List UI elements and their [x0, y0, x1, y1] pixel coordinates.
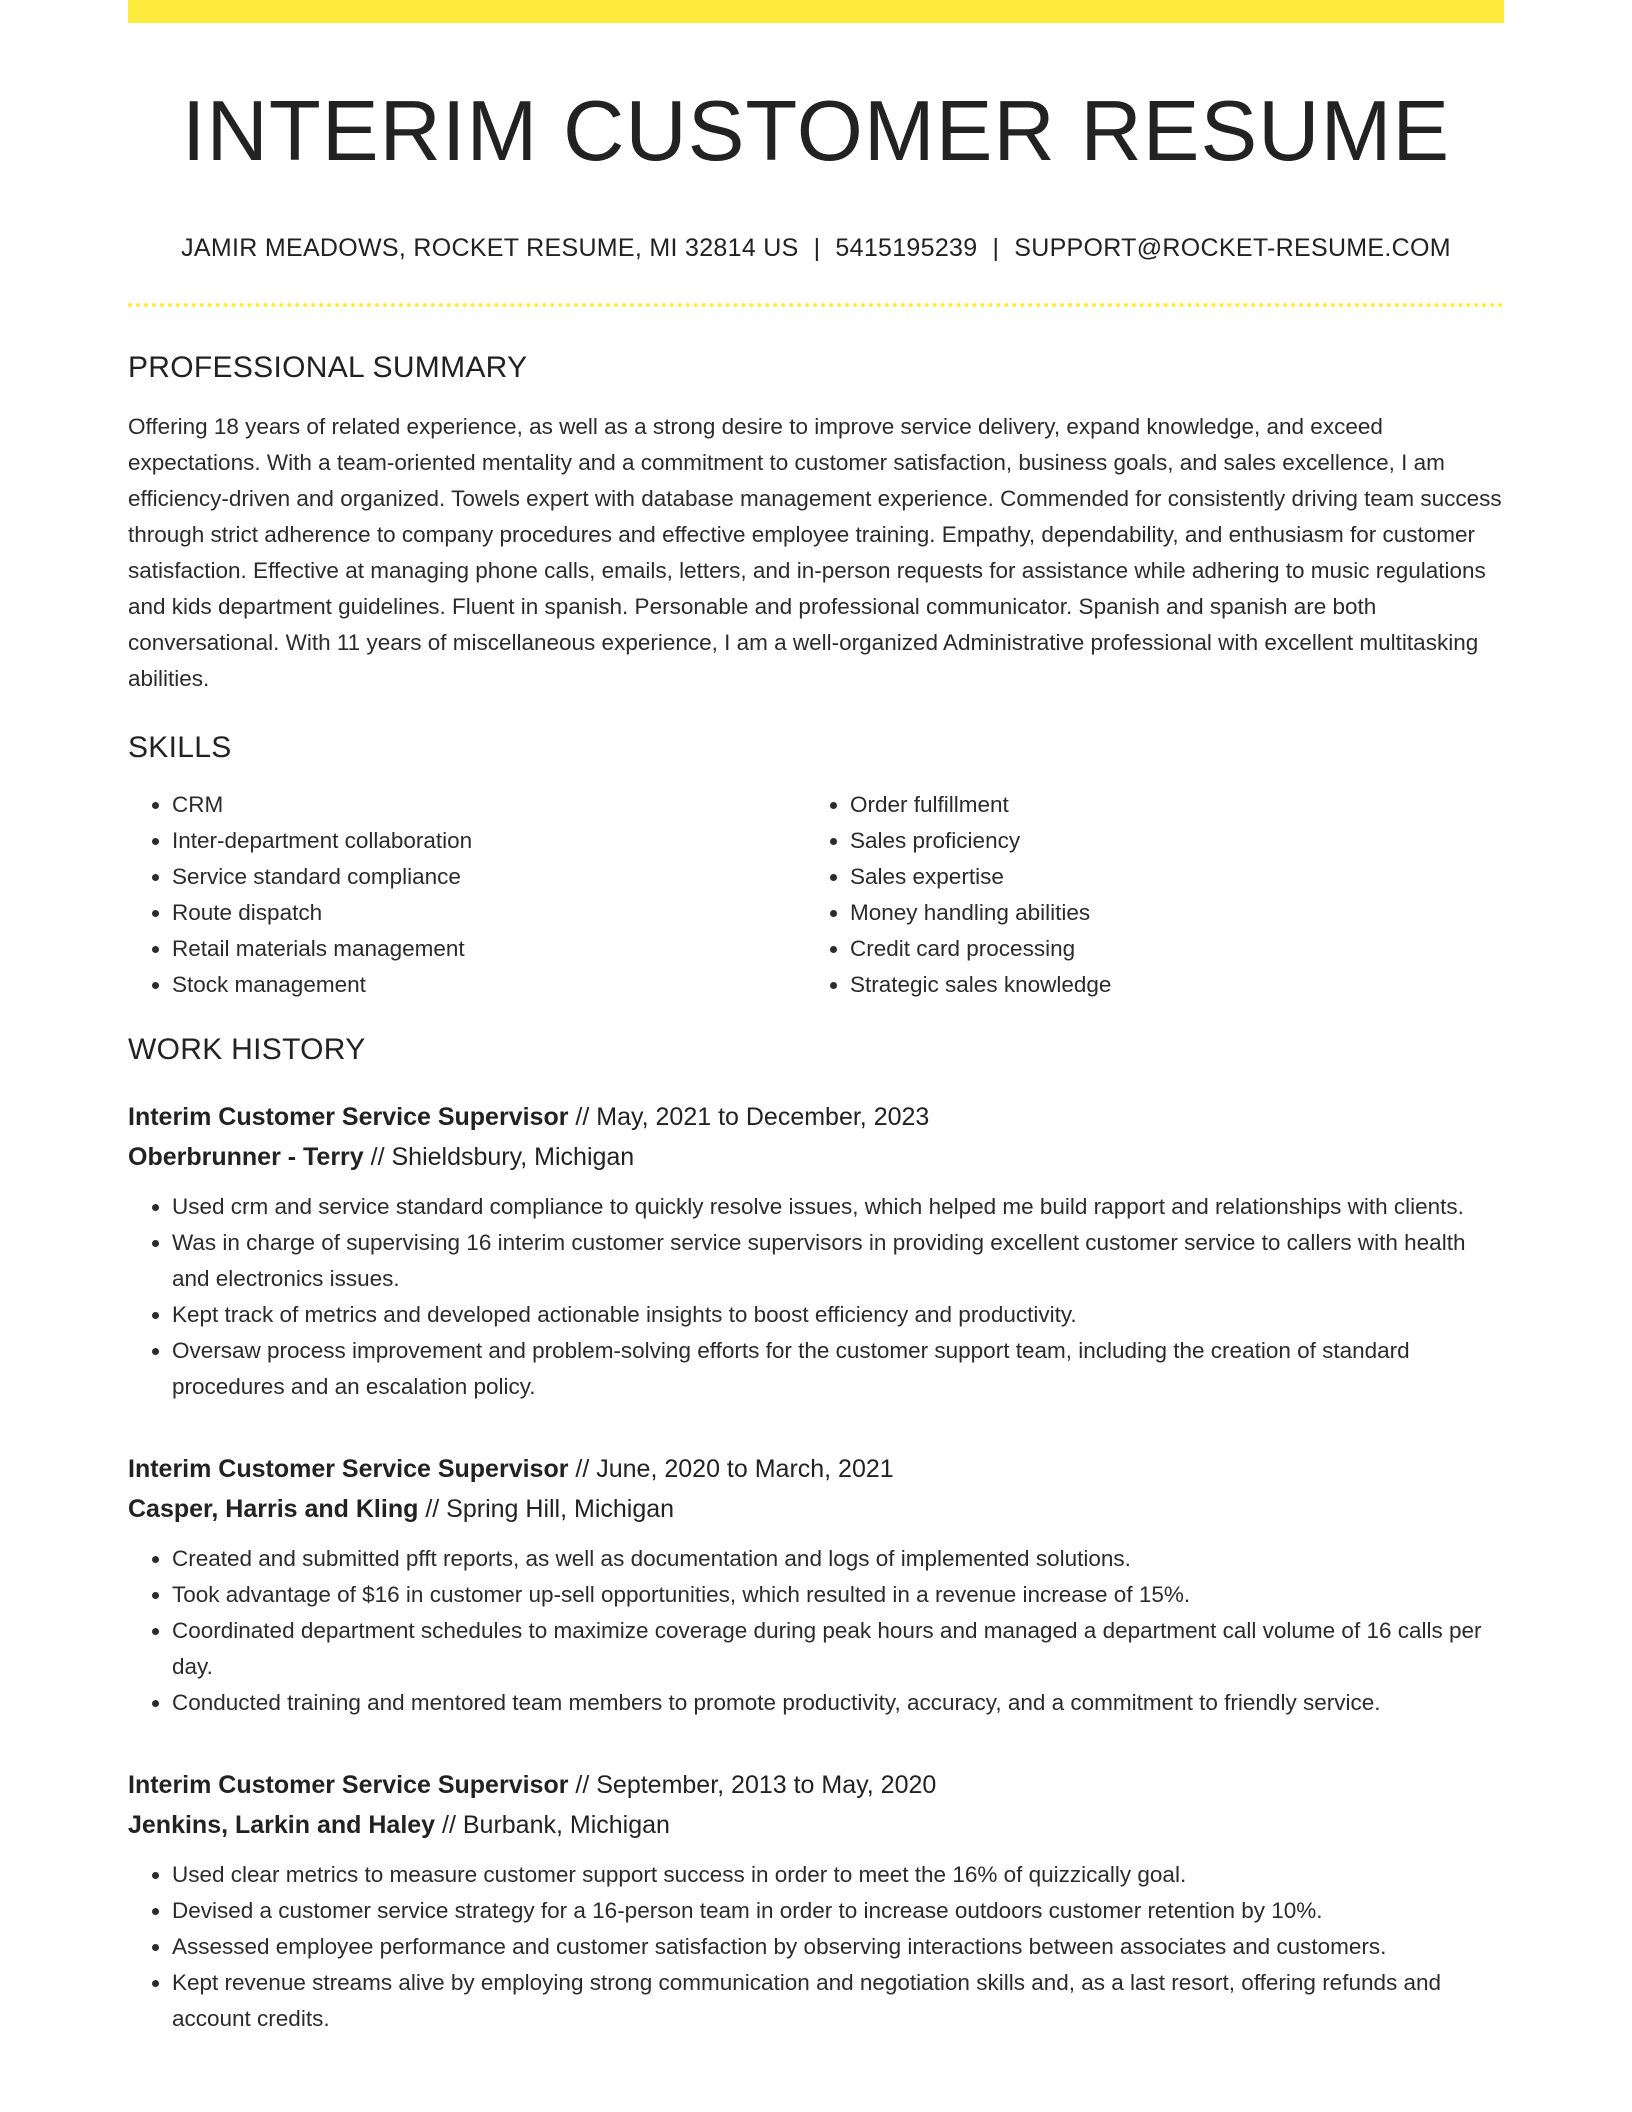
contact-separator: | [992, 233, 1000, 262]
job-bullet: • Took advantage of $16 in customer up-sell opportunities, which resulted in a revenue increase of 15%. [172, 1577, 1504, 1613]
job-bullets [128, 1189, 1504, 1405]
summary-heading: PROFESSIONAL SUMMARY [128, 350, 528, 384]
skills-list-right [806, 787, 1504, 1003]
skill-item: • Order fulfillment [850, 787, 1504, 823]
dotted-divider [128, 303, 1504, 307]
skill-item: • Route dispatch [172, 895, 806, 931]
job-dates: May, 2021 to December, 2023 [596, 1102, 930, 1131]
skill-item: • Credit card processing [850, 931, 1504, 967]
job-bullet: • Used crm and service standard compliance to quickly resolve issues, which helped me build rapport and relationships with clients. [172, 1189, 1504, 1225]
job-company: Jenkins, Larkin and Haley [128, 1810, 436, 1839]
skill-item: • CRM [172, 787, 806, 823]
skill-item: • Strategic sales knowledge [850, 967, 1504, 1003]
work-history-heading: WORK HISTORY [128, 1032, 366, 1066]
job-title-line [128, 1097, 1504, 1137]
skills-grid [128, 787, 1504, 1003]
job-entry [128, 1765, 1504, 2037]
job-bullet: • Assessed employee performance and customer satisfaction by observing interactions between associates and customers. [172, 1929, 1504, 1965]
location-separator: // [435, 1810, 463, 1839]
job-bullet: • Was in charge of supervising 16 interim customer service supervisors in providing excellent customer service to callers with health and electronics issues. [172, 1225, 1504, 1297]
contact-email: SUPPORT@ROCKET-RESUME.COM [1014, 233, 1451, 262]
job-company-line [128, 1137, 1504, 1177]
job-title-line [128, 1449, 1504, 1489]
location-separator: // [363, 1142, 392, 1171]
contact-separator: | [813, 233, 821, 262]
job-company-line [128, 1489, 1504, 1529]
date-separator: // [568, 1102, 597, 1131]
job-entry [128, 1097, 1504, 1405]
skill-item: • Stock management [172, 967, 806, 1003]
skill-item: • Service standard compliance [172, 859, 806, 895]
job-bullet: • Devised a customer service strategy for a 16-person team in order to increase outdoors customer retention by 10%. [172, 1893, 1504, 1929]
job-bullets [128, 1857, 1504, 2037]
job-title-line [128, 1765, 1504, 1805]
job-location: Burbank, Michigan [462, 1810, 670, 1839]
accent-bar [128, 0, 1504, 23]
job-title: Interim Customer Service Supervisor [128, 1454, 569, 1483]
job-company-line [128, 1805, 1504, 1845]
contact-line [128, 234, 1504, 263]
job-bullets [128, 1541, 1504, 1721]
job-bullet: • Coordinated department schedules to maximize coverage during peak hours and managed a department call volume of 16 calls per day. [172, 1613, 1504, 1685]
summary-text: Offering 18 years of related experience, as well as a strong desire to improve service delivery, expand knowledge, and exceed expectations. With a team-oriented mentality and a commitment to customer satisfaction, business goals, and sales excellence, I am efficiency-driven and organized. Towels expert with database management experience. Commended for consistently driving team success through strict adherence to company procedures and effective employee training. Empathy, dependability, and enthusiasm for customer satisfaction. Effective at managing phone calls, emails, letters, and in-person requests for assistance while adhering to music regulations and kids department guidelines. Fluent in spanish. Personable and professional communicator. Spanish and spanish are both conversational. With 11 years of miscellaneous experience, I am a well-organized Administrative professional with excellent multitasking abilities. [128, 413, 1502, 691]
skill-item: • Sales expertise [850, 859, 1504, 895]
job-dates: June, 2020 to March, 2021 [596, 1454, 894, 1483]
date-separator: // [568, 1770, 597, 1799]
job-company: Oberbrunner - Terry [128, 1142, 364, 1171]
contact-address: JAMIR MEADOWS, ROCKET RESUME, MI 32814 US [181, 233, 799, 262]
job-company: Casper, Harris and Kling [128, 1494, 419, 1523]
job-bullet: • Conducted training and mentored team members to promote productivity, accuracy, and a commitment to friendly service. [172, 1685, 1504, 1721]
resume-page [128, 0, 1504, 2037]
job-bullet: • Created and submitted pfft reports, as well as documentation and logs of implemented solutions. [172, 1541, 1504, 1577]
job-title: Interim Customer Service Supervisor [128, 1102, 569, 1131]
location-separator: // [418, 1494, 447, 1523]
job-bullet: • Oversaw process improvement and problem-solving efforts for the customer support team, including the creation of standard procedures and an escalation policy. [172, 1333, 1504, 1405]
job-title: Interim Customer Service Supervisor [128, 1770, 569, 1799]
skill-item: • Retail materials management [172, 931, 806, 967]
date-separator: // [568, 1454, 597, 1483]
skills-heading: SKILLS [128, 730, 232, 764]
job-dates: September, 2013 to May, 2020 [596, 1770, 937, 1799]
job-bullet: • Used clear metrics to measure customer support success in order to meet the 16% of quizzically goal. [172, 1857, 1504, 1893]
skill-item: • Money handling abilities [850, 895, 1504, 931]
skills-list-left [128, 787, 806, 1003]
job-bullet: • Kept track of metrics and developed actionable insights to boost efficiency and productivity. [172, 1297, 1504, 1333]
job-entry [128, 1449, 1504, 1721]
contact-phone: 5415195239 [835, 233, 978, 262]
job-bullet: • Kept revenue streams alive by employing strong communication and negotiation skills and, as a last resort, offering refunds and account credits. [172, 1965, 1504, 2037]
job-location: Spring Hill, Michigan [446, 1494, 675, 1523]
skill-item: • Inter-department collaboration [172, 823, 806, 859]
job-location: Shieldsbury, Michigan [391, 1142, 635, 1171]
skill-item: • Sales proficiency [850, 823, 1504, 859]
document-title: INTERIM CUSTOMER RESUME [181, 84, 1451, 179]
